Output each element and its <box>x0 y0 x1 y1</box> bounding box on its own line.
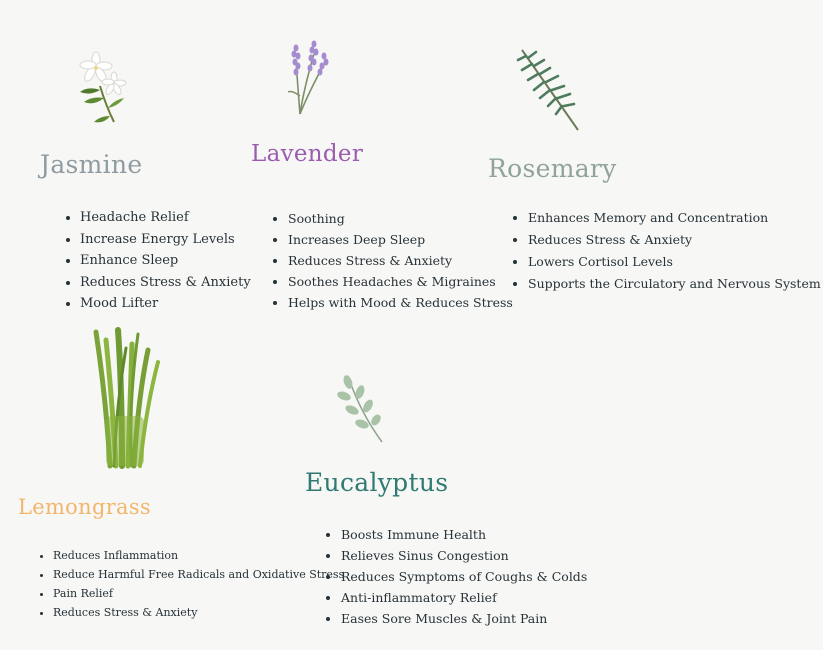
herb-title-eucalyptus: Eucalyptus <box>305 468 449 497</box>
benefit-item: • Enhances Memory and Concentration <box>528 207 823 229</box>
herb-title-lavender: Lavender <box>251 141 364 167</box>
rosemary-sprig-icon <box>516 44 586 132</box>
benefit-item: • Supports the Circulatory and Nervous System <box>528 273 823 295</box>
benefit-item: • Mood Lifter <box>80 293 270 315</box>
benefit-item: • Pain Relief <box>53 584 315 603</box>
benefit-item: • Boosts Immune Health <box>341 524 601 545</box>
benefit-item: • Soothing <box>288 208 493 229</box>
herb-title-rosemary: Rosemary <box>488 154 617 183</box>
lavender-sprig-icon <box>284 40 334 116</box>
benefit-list-eucalyptus <box>323 524 601 629</box>
jasmine-flower-icon <box>70 46 132 126</box>
eucalyptus-branch-icon <box>338 372 388 444</box>
benefit-item: • Soothes Headaches & Migraines <box>288 271 493 292</box>
benefit-item: • Reduces Stress & Anxiety <box>80 272 270 294</box>
benefit-item: • Relieves Sinus Congestion <box>341 545 601 566</box>
benefit-item: • Anti-inflammatory Relief <box>341 587 601 608</box>
benefit-item: • Reduce Harmful Free Radicals and Oxidative Stress <box>53 565 315 584</box>
benefit-item: • Reduces Stress & Anxiety <box>288 250 493 271</box>
benefit-list-rosemary <box>510 207 823 295</box>
benefit-item: • Enhance Sleep <box>80 250 270 272</box>
benefit-item: • Increases Deep Sleep <box>288 229 493 250</box>
benefit-list-lemongrass <box>35 546 345 622</box>
herb-title-jasmine: Jasmine <box>40 150 143 179</box>
lemongrass-bundle-icon <box>92 328 162 468</box>
benefit-item: • Lowers Cortisol Levels <box>528 251 823 273</box>
benefit-item: • Helps with Mood & Reduces Stress <box>288 292 493 313</box>
benefit-list-lavender <box>270 208 513 313</box>
benefit-item: • Increase Energy Levels <box>80 229 270 251</box>
benefit-list-jasmine <box>62 207 270 315</box>
benefit-item: • Reduces Stress & Anxiety <box>53 603 315 622</box>
benefit-item: • Reduces Symptoms of Coughs & Colds <box>341 566 601 587</box>
benefit-item: • Reduces Inflammation <box>53 546 315 565</box>
benefit-item: • Eases Sore Muscles & Joint Pain <box>341 608 601 629</box>
benefit-item: • Headache Relief <box>80 207 270 229</box>
herb-title-lemongrass: Lemongrass <box>18 495 152 519</box>
benefit-item: • Reduces Stress & Anxiety <box>528 229 823 251</box>
